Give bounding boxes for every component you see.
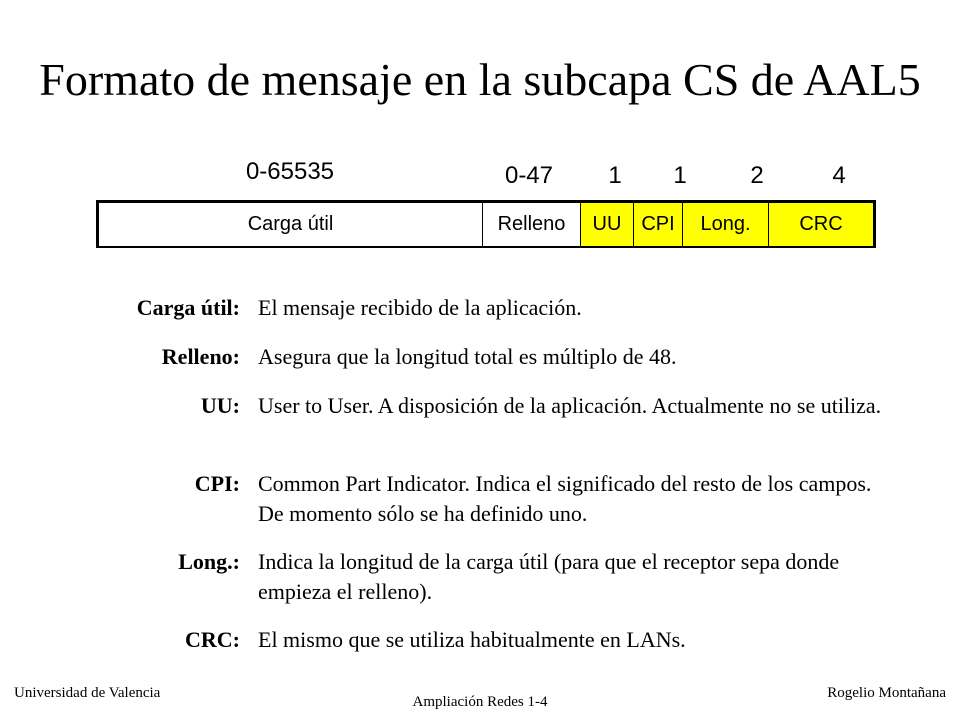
- footer-course: Ampliación Redes 1-4: [412, 694, 548, 710]
- footer-institution: Universidad de Valencia: [14, 685, 161, 701]
- size-label-payload: 0-65535: [245, 158, 335, 185]
- definition-term: Long.:: [178, 549, 240, 574]
- size-label-uu: 1: [608, 162, 622, 189]
- definition-description: Asegura que la longitud total es múltiplo de 48.: [258, 344, 677, 369]
- definition-description: El mismo que se utiliza habitualmente en LANs.: [258, 627, 686, 652]
- field-uu: UU: [581, 203, 634, 246]
- definition-term: Relleno:: [161, 344, 240, 369]
- definition-term: CRC:: [185, 627, 240, 652]
- field-cpi: CPI: [634, 203, 683, 246]
- slide-title: Formato de mensaje en la subcapa CS de AAL5: [39, 54, 921, 105]
- definition-term: UU:: [200, 393, 240, 418]
- field-long: Long.: [683, 203, 769, 246]
- field-padding: Relleno: [483, 203, 581, 246]
- size-label-long: 2: [750, 162, 764, 189]
- message-format-table: [96, 200, 876, 248]
- footer-author: Rogelio Montañana: [827, 685, 946, 701]
- size-label-cpi: 1: [673, 162, 687, 189]
- definition-term: Carga útil:: [136, 295, 240, 320]
- size-label-crc: 4: [832, 162, 846, 189]
- definition-description: User to User. A disposición de la aplicación. Actualmente no se utiliza.: [258, 393, 882, 418]
- size-label-padding: 0-47: [504, 162, 554, 189]
- field-payload: Carga útil: [99, 203, 483, 246]
- field-crc: CRC: [769, 203, 873, 246]
- definition-term: CPI:: [194, 471, 240, 496]
- definition-description: Indica la longitud de la carga útil (para que el receptor sepa donde empieza el relleno).: [258, 549, 840, 604]
- definition-description: El mensaje recibido de la aplicación.: [258, 295, 582, 320]
- definition-description: Common Part Indicator. Indica el significado del resto de los campos. De momento sólo se ha definido uno.: [258, 471, 872, 526]
